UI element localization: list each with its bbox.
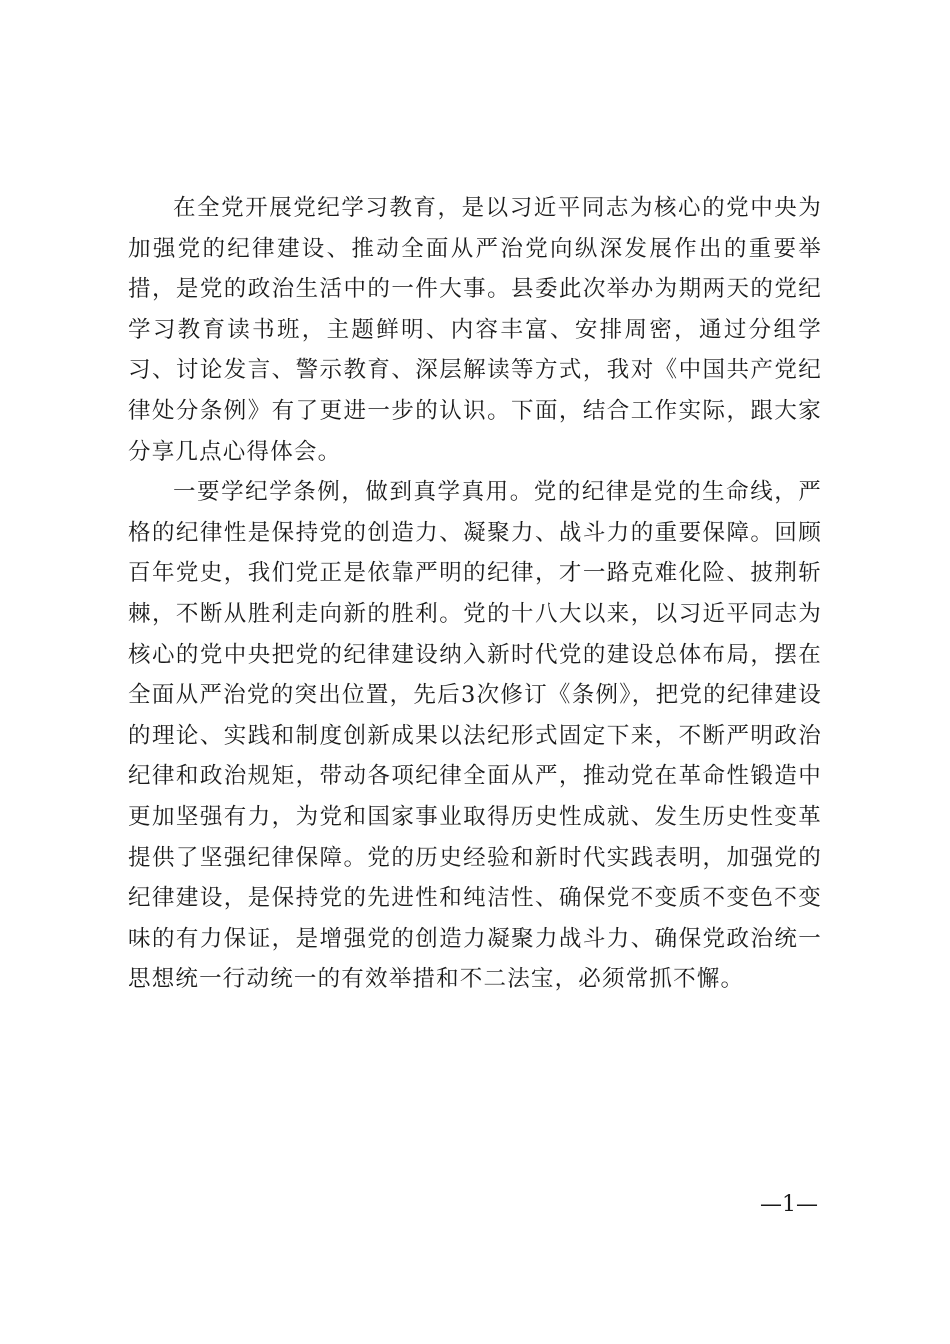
page-number: —1— [760,1192,818,1217]
paragraph-intro: 在全党开展党纪学习教育，是以习近平同志为核心的党中央为加强党的纪律建设、推动全面从严治党向纵深发展作出的重要举措，是党的政治生活中的一件大事。县委此次举办为期两天的党纪学习教育读书班，主题鲜明、内容丰富、安排周密，通过分组学习、讨论发言、警示教育、深层解读等方式，我对《中国共产党纪律处分条例》有了更进一步的认识。下面，结合工作实际，跟大家分享几点心得体会。 [128,195,822,465]
document-body [128,188,822,1000]
paragraph-section-one: 一要学纪学条例，做到真学真用。党的纪律是党的生命线，严格的纪律性是保持党的创造力、凝聚力、战斗力的重要保障。回顾百年党史，我们党正是依靠严明的纪律，才一路克难化险、披荆斩棘，不断从胜利走向新的胜利。党的十八大以来，以习近平同志为核心的党中央把党的纪律建设纳入新时代党的建设总体布局，摆在全面从严治党的突出位置，先后3次修订《条例》，把党的纪律建设的理论、实践和制度创新成果以法纪形式固定下来，不断严明政治纪律和政治规矩，带动各项纪律全面从严，推动党在革命性锻造中更加坚强有力，为党和国家事业取得历史性成就、发生历史性变革提供了坚强纪律保障。党的历史经验和新时代实践表明，加强党的纪律建设，是保持党的先进性和纯洁性、确保党不变质不变色不变味的有力保证，是增强党的创造力凝聚力战斗力、确保党政治统一思想统一行动统一的有效举措和不二法宝，必须常抓不懈。 [128,479,822,993]
